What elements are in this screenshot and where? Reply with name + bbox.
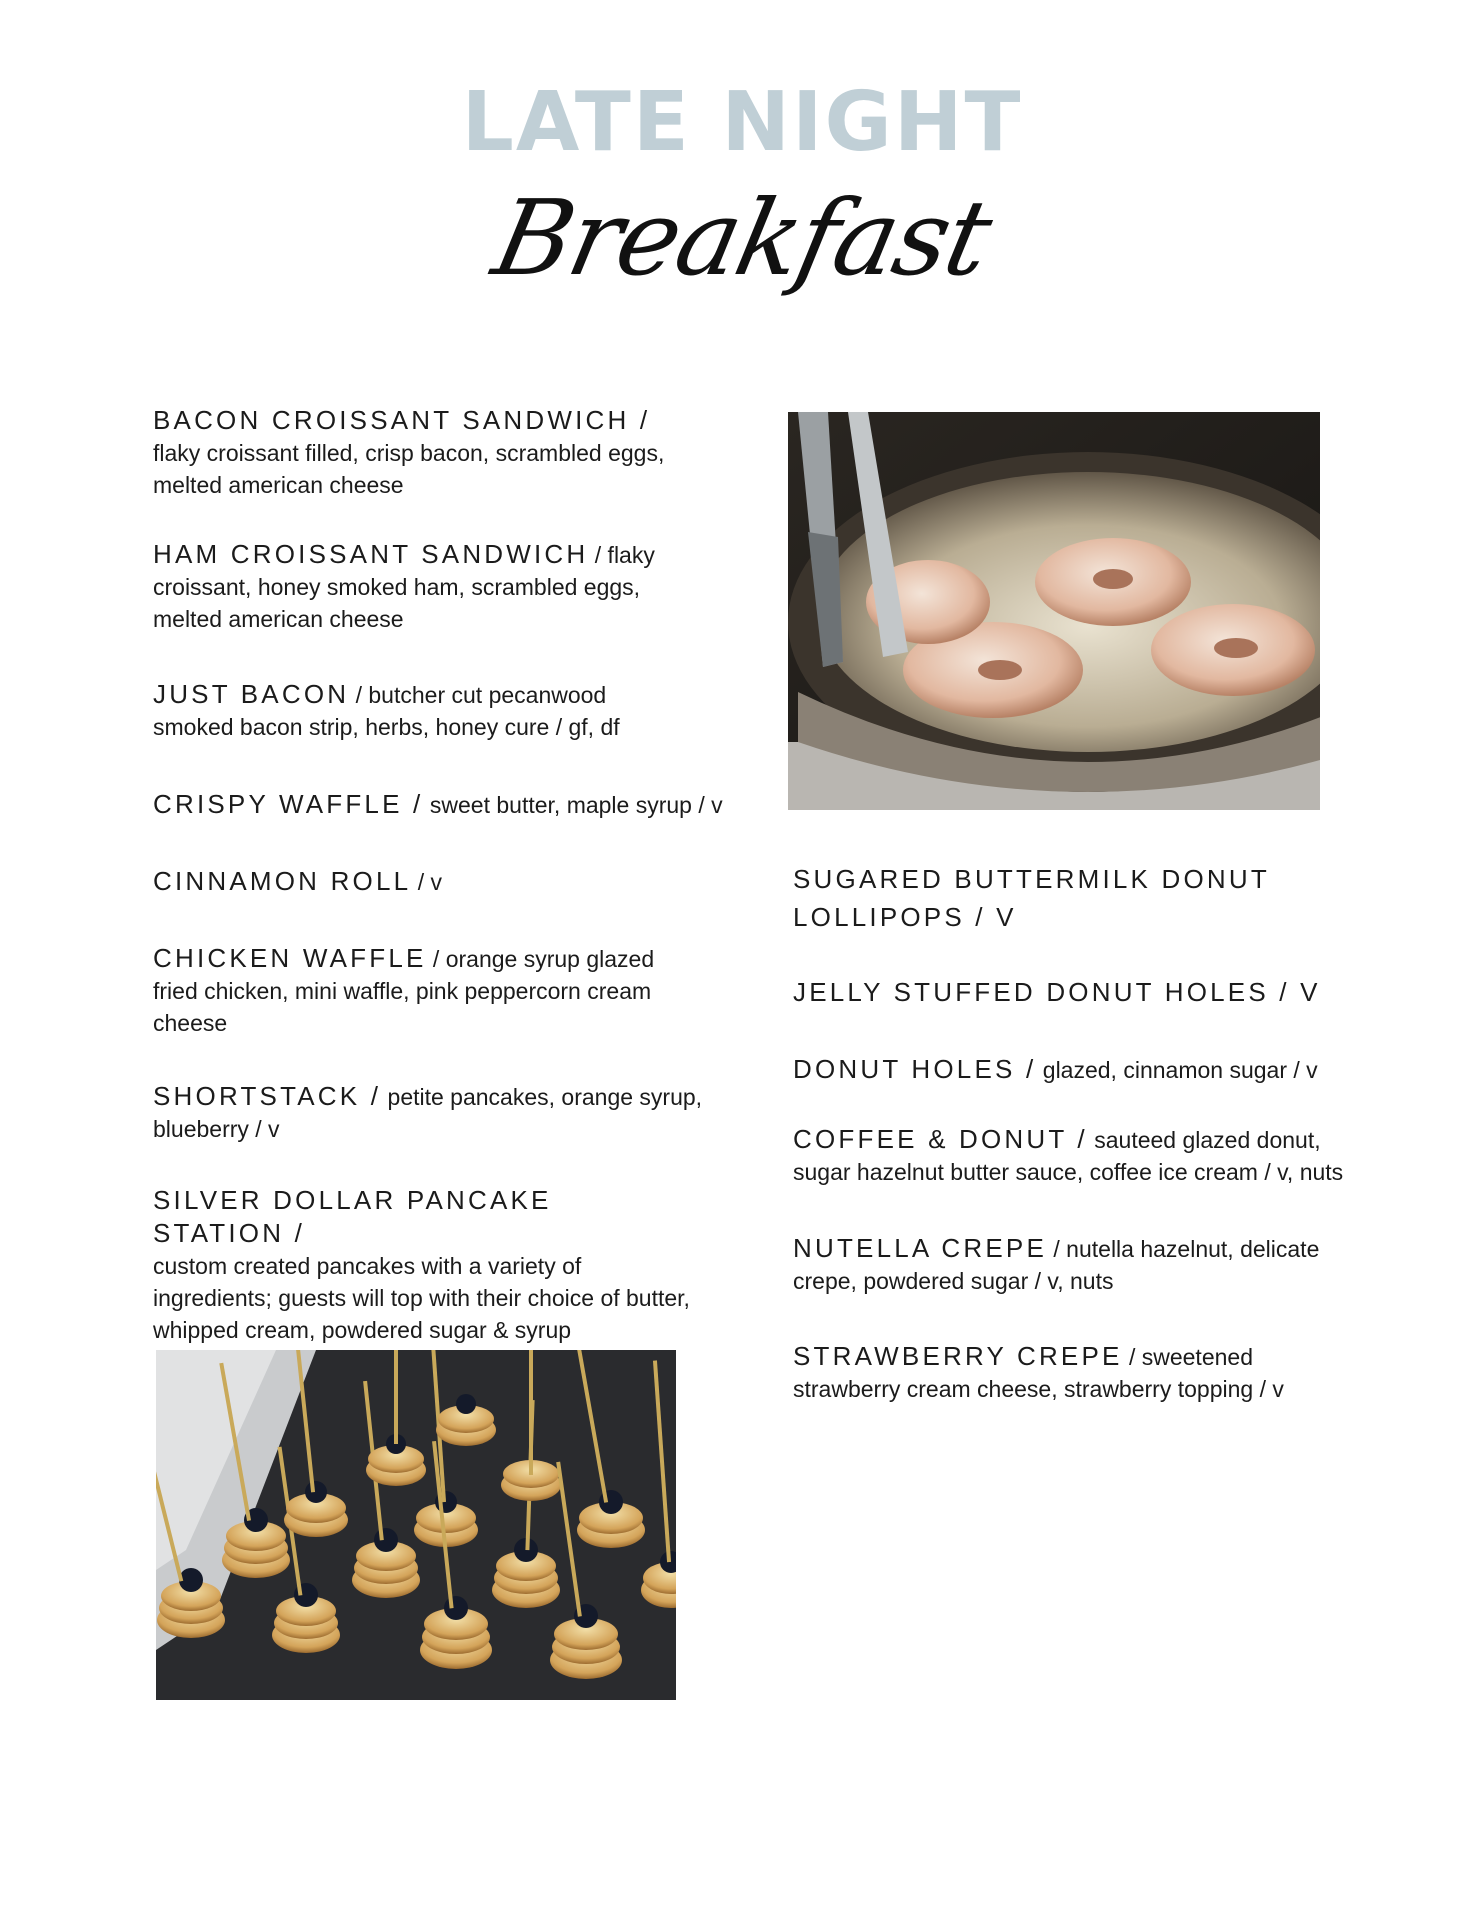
- item-name: CRISPY WAFFLE /: [153, 789, 424, 819]
- item-name: JUST BACON: [153, 679, 350, 709]
- item-description: / orange syrup glazed fried chicken, mini waffle, pink peppercorn cream cheese: [153, 946, 655, 1036]
- item-description: sweet butter, maple syrup / v: [429, 792, 723, 818]
- menu-item: [153, 865, 723, 898]
- item-description: sauteed glazed donut, sugar hazelnut butter sauce, coffee ice cream / v, nuts: [793, 1127, 1344, 1185]
- item-name: SILVER DOLLAR PANCAKE STATION /: [153, 1185, 552, 1248]
- item-name: COFFEE & DONUT /: [793, 1124, 1088, 1154]
- item-description: / flaky croissant, honey smoked ham, scrambled eggs, melted american cheese: [153, 542, 655, 632]
- item-name: BACON CROISSANT SANDWICH /: [153, 405, 651, 435]
- item-name: STRAWBERRY CREPE: [793, 1341, 1123, 1371]
- menu-item: [793, 1053, 1373, 1086]
- page-subtitle: Breakfast: [483, 177, 1001, 299]
- item-description: flaky croissant filled, crisp bacon, scrambled eggs, melted american cheese: [153, 440, 665, 498]
- item-description: petite pancakes, orange syrup, blueberry / v: [153, 1084, 703, 1142]
- item-name: DONUT HOLES /: [793, 1054, 1037, 1084]
- item-name: SUGARED BUTTERMILK DONUT LOLLIPOPS / V: [793, 864, 1270, 932]
- item-description: custom created pancakes with a variety of ingredients; guests will top with their choice of butter, whipped cream, powdered sugar & syrup: [153, 1253, 690, 1343]
- item-name: CINNAMON ROLL: [153, 866, 412, 896]
- pancake-skewers-image: [156, 1350, 676, 1700]
- menu-item: [793, 1123, 1373, 1188]
- menu-item: [153, 942, 683, 1039]
- item-name: CHICKEN WAFFLE: [153, 943, 427, 973]
- menu-item: [153, 788, 723, 821]
- donuts-skillet-photo: [788, 412, 1320, 810]
- item-description: / nutella hazelnut, delicate crepe, powdered sugar / v, nuts: [793, 1236, 1320, 1294]
- donuts-skillet-image: [788, 412, 1320, 810]
- item-name: SHORTSTACK /: [153, 1081, 382, 1111]
- menu-item: [153, 538, 693, 635]
- page-title: LATE NIGHT: [461, 75, 1023, 170]
- menu-item: [153, 1184, 693, 1346]
- item-description: glazed, cinnamon sugar / v: [1042, 1057, 1318, 1083]
- menu-item: [793, 1232, 1323, 1297]
- item-name: HAM CROISSANT SANDWICH: [153, 539, 589, 569]
- item-description: / butcher cut pecanwood smoked bacon strip, herbs, honey cure / gf, df: [153, 682, 620, 740]
- pancake-skewers-photo: [156, 1350, 676, 1700]
- menu-item: [793, 1340, 1323, 1405]
- menu-item: [793, 860, 1273, 936]
- item-name: NUTELLA CREPE: [793, 1233, 1048, 1263]
- menu-item: [793, 976, 1373, 1009]
- item-name: JELLY STUFFED DONUT HOLES / V: [793, 977, 1321, 1007]
- item-description: / v: [417, 869, 442, 895]
- menu-item: [153, 404, 723, 501]
- menu-item: [153, 1080, 723, 1145]
- item-description: / sweetened strawberry cream cheese, strawberry topping / v: [793, 1344, 1284, 1402]
- menu-item: [153, 678, 663, 743]
